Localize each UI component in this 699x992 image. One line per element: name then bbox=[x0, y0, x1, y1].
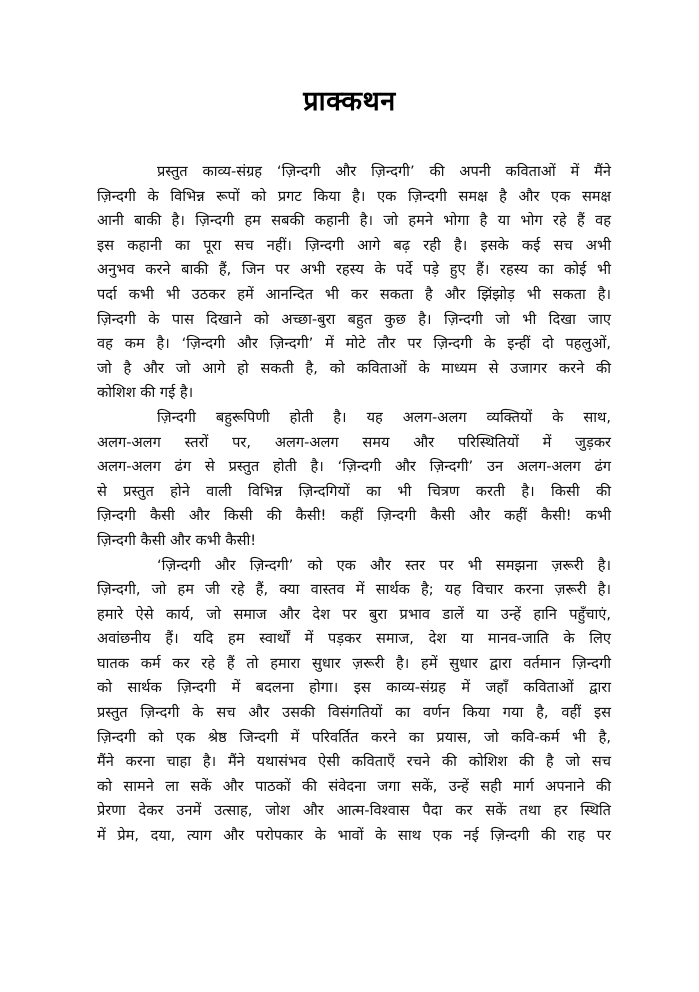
text-line: को सामने ला सकें और पाठकों की संवेदना जगा सकें, उन्हें सही मार्ग अपनाने की bbox=[97, 777, 611, 795]
text-line: ज़िन्दगी को एक श्रेष्ठ जिन्दगी में परिवर्तित करने का प्रयास, जो कवि-कर्म भी है, bbox=[97, 728, 611, 746]
text-line: इस कहानी का पूरा सच नहीं। ज़िन्दगी आगे बढ़ रही है। इसके कई सच अभी bbox=[97, 236, 611, 254]
text-line: ज़िन्दगी के विभिन्न रूपों को प्रगट किया है। एक ज़िन्दगी समक्ष है और एक समक्ष bbox=[97, 187, 611, 205]
text-line: ‘ज़िन्दगी और ज़िन्दगी’ को एक और स्तर पर भी समझना ज़रूरी है। bbox=[157, 556, 611, 574]
text-line: अवांछनीय हैं। यदि हम स्वार्थों में पड़कर समाज, देश या मानव-जाति के लिए bbox=[97, 630, 611, 648]
text-line: अनुभव करने बाकी हैं, जिन पर अभी रहस्य के पर्दे पड़े हुए हैं। रहस्य का कोई भी bbox=[97, 261, 611, 279]
body-text bbox=[97, 160, 611, 849]
text-line: प्रस्तुत ज़िन्दगी के सच और उसकी विसंगतियों का वर्णन किया गया है, वहीं इस bbox=[97, 704, 611, 722]
text-line: ज़िन्दगी बहुरूपिणी होती है। यह अलग-अलग व्यक्तियों के साथ, bbox=[157, 408, 611, 426]
text-line: मैंने करना चाहा है। मैंने यथासंभव ऐसी कविताएँ रचने की कोशिश की है जो सच bbox=[97, 753, 611, 771]
text-line: घातक कर्म कर रहे हैं तो हमारा सुधार ज़रूरी है। हमें सुधार द्वारा वर्तमान ज़िन्दगी bbox=[97, 654, 611, 672]
text-line: कोशिश की गई है। bbox=[97, 384, 194, 402]
text-line: आनी बाकी है। ज़िन्दगी हम सबकी कहानी है। जो हमने भोगा है या भोग रहे हैं वह bbox=[97, 212, 611, 230]
page-title: प्राक्कथन bbox=[303, 86, 396, 117]
text-line: ज़िन्दगी, जो हम जी रहे हैं, क्या वास्तव में सार्थक है; यह विचार करना ज़रूरी है। bbox=[97, 581, 611, 599]
text-line: जो है और जो आगे हो सकती है, को कविताओं के माध्यम से उजागर करने की bbox=[97, 359, 611, 377]
text-line: वह कम है। ‘ज़िन्दगी और ज़िन्दगी’ में मोटे तौर पर ज़िन्दगी के इन्हीं दो पहलुओं, bbox=[97, 335, 611, 353]
text-line: से प्रस्तुत होने वाली विभिन्न ज़िन्दगियों का भी चित्रण करती है। किसी की bbox=[97, 482, 611, 500]
text-line: में प्रेम, दया, त्याग और परोपकार के भावों के साथ एक नई ज़िन्दगी की राह पर bbox=[97, 827, 611, 845]
text-line: को सार्थक ज़िन्दगी में बदलना होगा। इस काव्य-संग्रह में जहाँ कविताओं द्वारा bbox=[97, 679, 611, 697]
text-line: अलग-अलग स्तरों पर, अलग-अलग समय और परिस्थितियों में जुड़कर bbox=[97, 433, 611, 451]
text-line: प्रस्तुत काव्य-संग्रह ‘ज़िन्दगी और ज़िन्दगी’ की अपनी कविताओं में मैंने bbox=[157, 163, 611, 180]
text-line: पर्दा कभी भी उठकर हमें आनन्दित भी कर सकता है और झिंझोड़ भी सकता है। bbox=[97, 285, 611, 303]
text-line: हमारे ऐसे कार्य, जो समाज और देश पर बुरा प्रभाव डालें या उन्हें हानि पहुँचाएं, bbox=[97, 605, 611, 623]
text-line: प्रेरणा देकर उनमें उत्साह, जोश और आत्म-विश्वास पैदा कर सकें तथा हर स्थिति bbox=[97, 802, 611, 820]
text-line: अलग-अलग ढंग से प्रस्तुत होती है। ‘ज़िन्दगी और ज़िन्दगी’ उन अलग-अलग ढंग bbox=[97, 458, 611, 476]
text-line: ज़िन्दगी कैसी और कभी कैसी! bbox=[97, 531, 257, 549]
text-line: ज़िन्दगी कैसी और किसी की कैसी! कहीं ज़िन्दगी कैसी और कहीं कैसी! कभी bbox=[97, 507, 611, 525]
text-line: ज़िन्दगी के पास दिखाने को अच्छा-बुरा बहुत कुछ है। ज़िन्दगी जो भी दिखा जाए bbox=[97, 310, 611, 328]
